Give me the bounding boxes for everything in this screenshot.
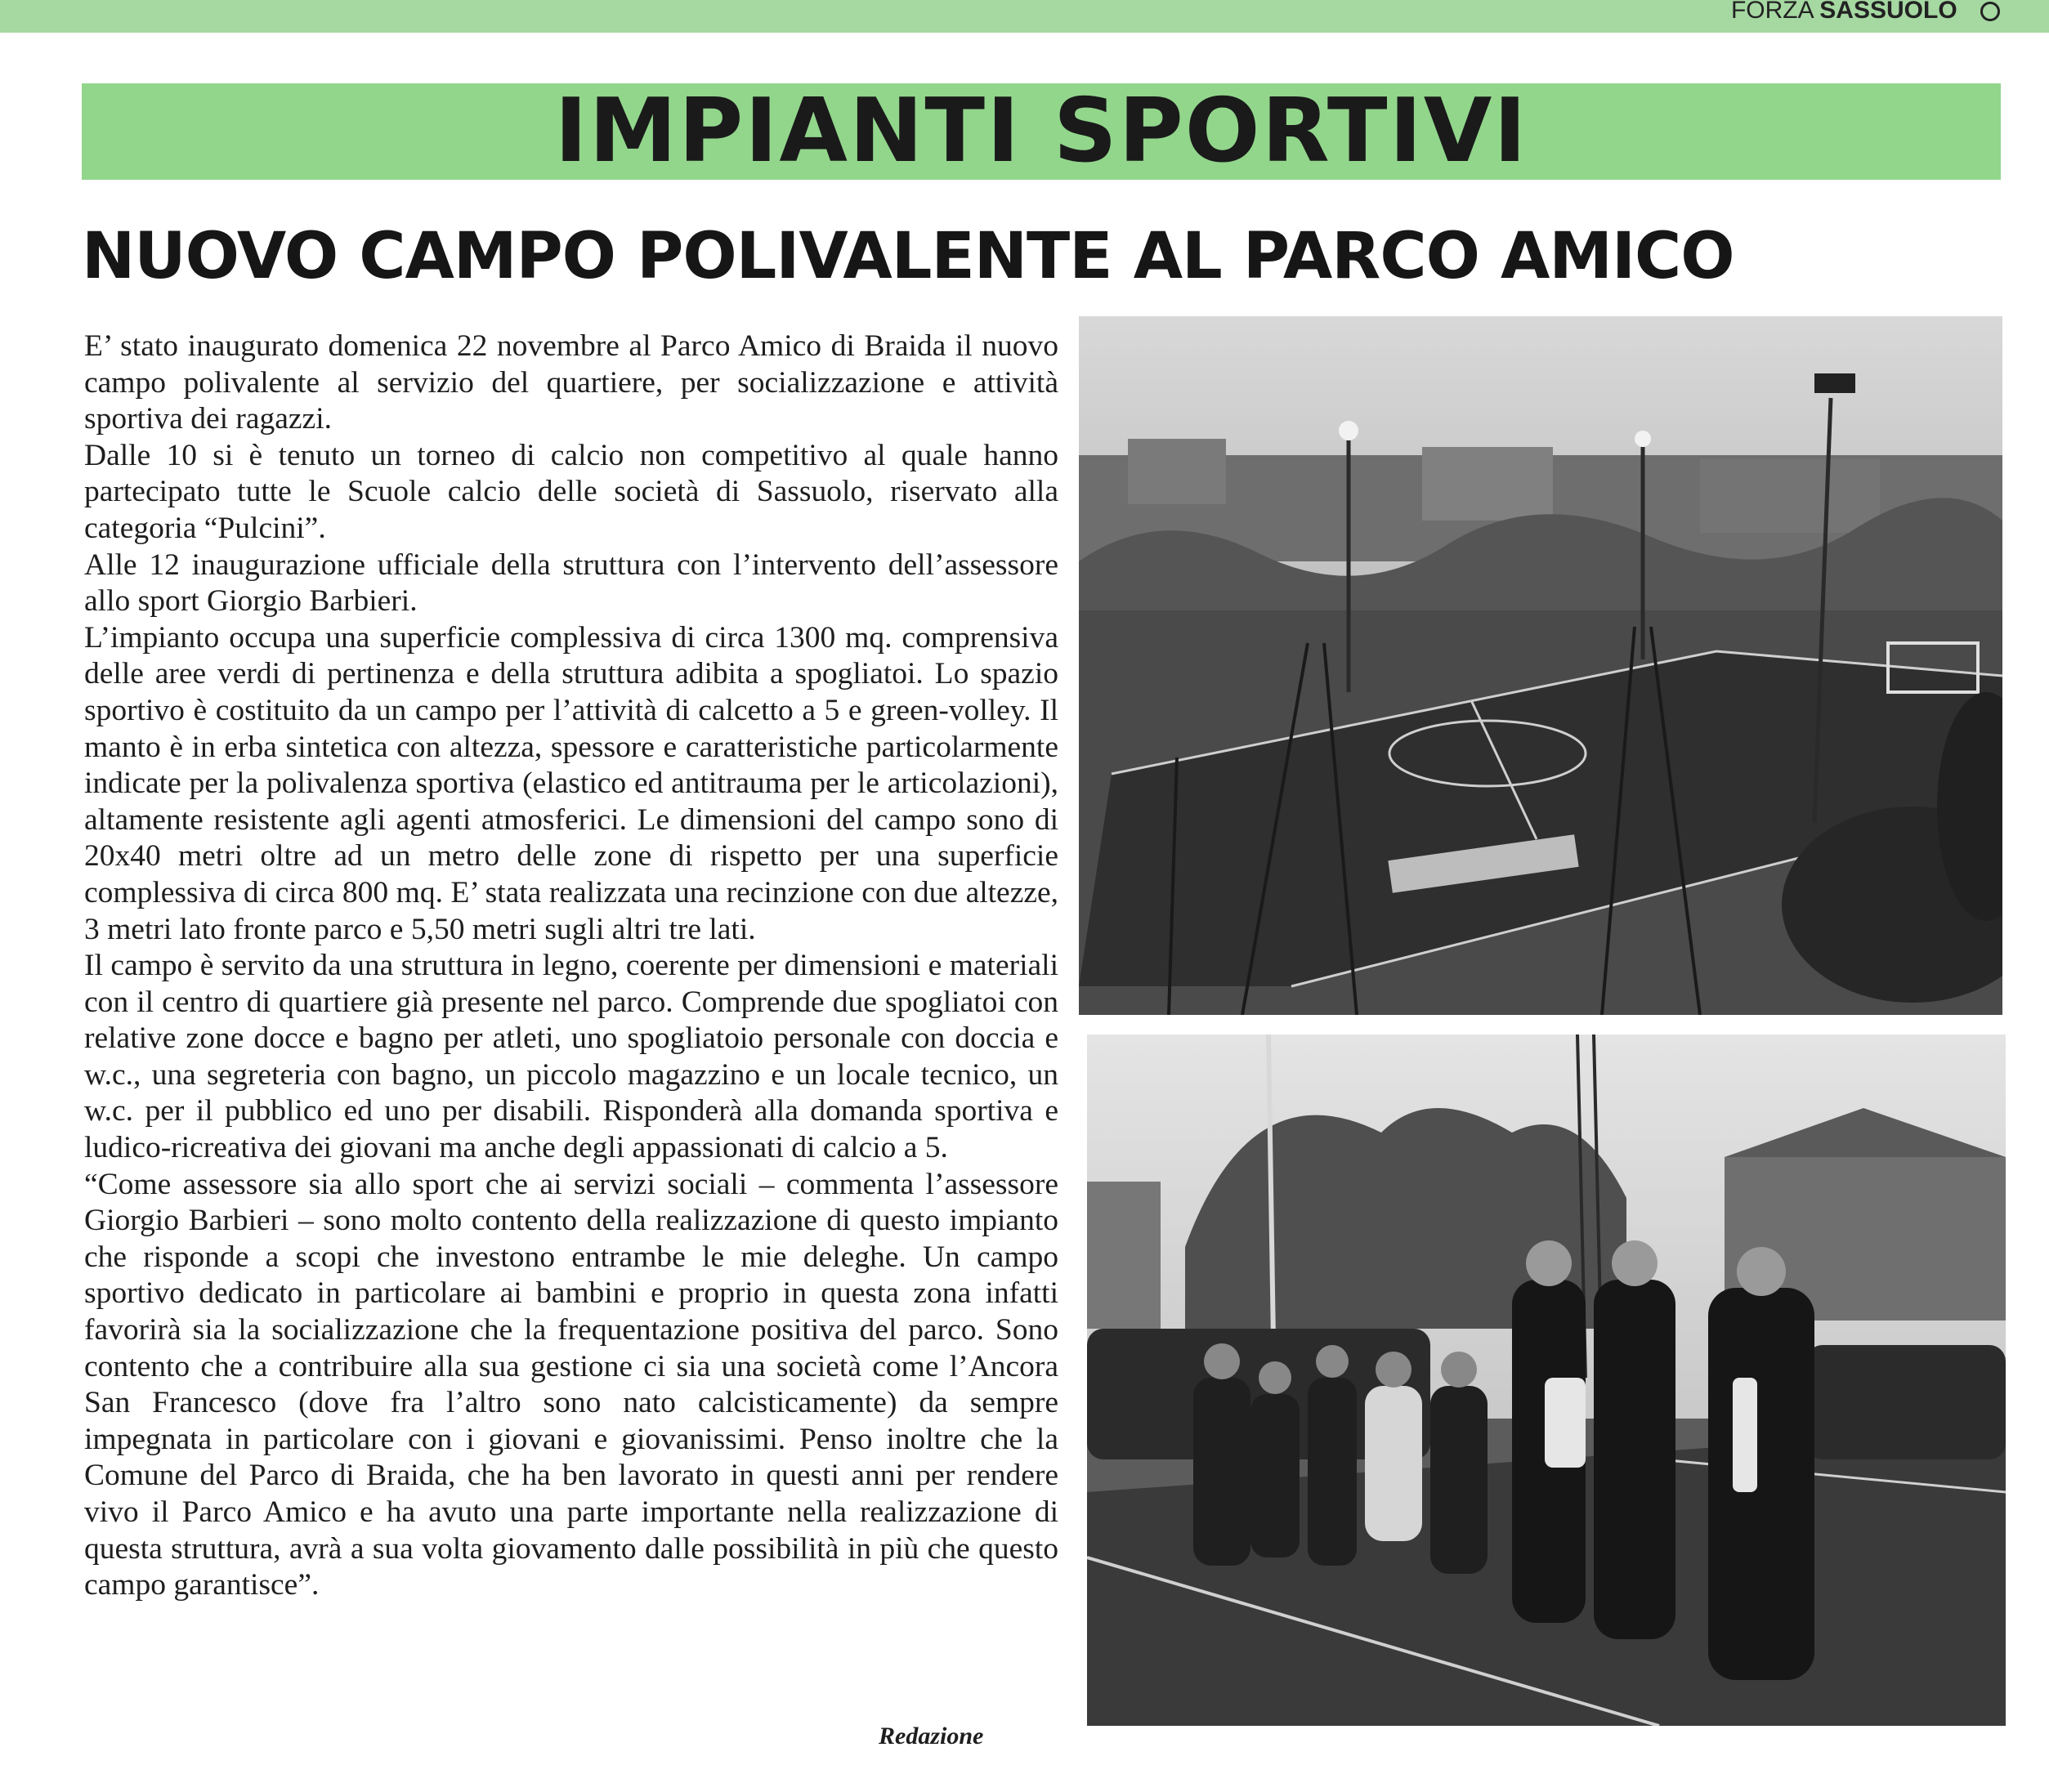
article-paragraph: L’impianto occupa una superficie complessiva di circa 1300 mq. comprensiva delle aree verdi di pertinenza e della struttura adibita a spogliatoi. Lo spazio sportivo è costituito da un campo per l’attività di calcetto a 5 e green-volley. Il manto è in erba sintetica con altezza, spessore e caratteristiche particolarmente indicate per la polivalenza sportiva (elastico ed antitrauma per le articolazioni), altamente resistente agli agenti atmosferici. Le dimensioni del campo sono di 20x40 metri oltre ad un metro delle zone di rispetto per una superficie complessiva di circa 800 mq. E’ stata realizzata una recinzione con due altezze, 3 metri lato fronte parco e 5,50 metri sugli altri tre lati. <box>84 620 1058 946</box>
article-paragraph: “Come assessore sia allo sport che ai servizi sociali – commenta l’assessore Giorgio Barbieri – sono molto contento della realizzazione di questo impianto che risponde a scopi che investono entrambe le mie deleghe. Un campo sportivo dedicato in particolare ai bambini e proprio in questa zona infatti favorirà sia la socializzazione che la frequentazione positiva del parco. Sono contento che a contribuire alla sua gestione ci sia una società come l’Ancora San Francesco (dove fra l’altro sono nato calcisticamente) da sempre impegnata in particolare con i giovani e giovanissimi. Penso inoltre che la Comune del Parco di Braida, che ha ben lavorato in questi anni per rendere vivo il Parco Amico e ha avuto una parte importante nella realizzazione di questa struttura, avrà a sua volta giovamento dalle possibilità in più che questo campo garantisce”. <box>84 1167 1058 1602</box>
photo-sports-field-image <box>1079 316 2002 1015</box>
article-paragraph: Alle 12 inaugurazione ufficiale della struttura con l’intervento dell’assessore allo sport Giorgio Barbieri. <box>84 547 1058 619</box>
article-headline: NUOVO CAMPO POLIVALENTE AL PARCO AMICO <box>82 220 1734 293</box>
section-title: IMPIANTI SPORTIVI <box>554 80 1528 182</box>
photo-inauguration-ceremony-image <box>1087 1035 2006 1726</box>
running-header-brand: SASSUOLO <box>1819 0 1957 24</box>
article-paragraph: Il campo è servito da una struttura in legno, coerente per dimensioni e materiali con il centro di quartiere già presente nel parco. Comprende due spogliatoi con relative zone docce e bagno per atleti, uno spogliatoio personale con doccia e w.c., una segreteria con bagno, un piccolo magazzino e un locale tecnico, un w.c. per il pubblico ed uno per disabili. Risponderà alla domanda sportiva e ludico-ricreativa dei giovani ma anche degli appassionati di calcio a 5. <box>84 949 1058 1165</box>
byline: Redazione <box>879 1723 984 1750</box>
running-header-prefix: FORZA <box>1730 0 1813 24</box>
photo-inauguration-ceremony <box>1087 1035 2006 1726</box>
article-body <box>84 328 1058 1604</box>
running-header <box>1731 0 2000 33</box>
crosshair-icon <box>1980 2 2000 21</box>
article-paragraph: E’ stato inaugurato domenica 22 novembre al Parco Amico di Braida il nuovo campo polivalente al servizio del quartiere, per socializzazione e attività sportiva dei ragazzi. <box>84 329 1058 436</box>
article-paragraph: Dalle 10 si è tenuto un torneo di calcio non competitivo al quale hanno partecipato tutte le Scuole calcio delle società di Sassuolo, riservato alla categoria “Pulcini”. <box>84 438 1058 545</box>
section-banner <box>82 80 2001 182</box>
photo-sports-field <box>1079 316 2002 1015</box>
